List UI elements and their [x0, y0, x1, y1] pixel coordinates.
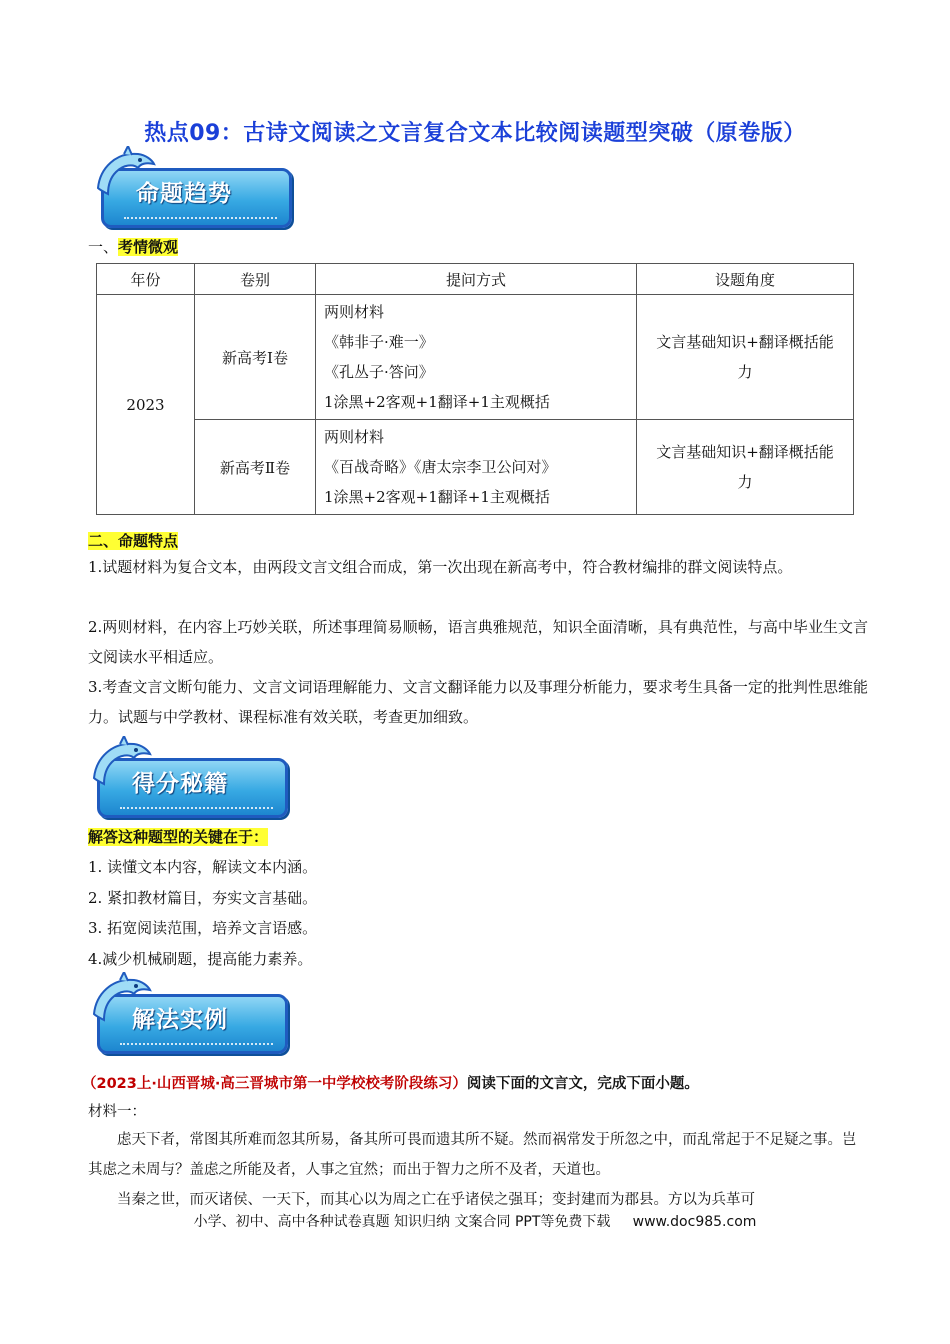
banner-label: 解法实例: [132, 1007, 228, 1033]
question-cell: [316, 420, 637, 515]
table-header: 卷别: [195, 264, 316, 295]
feature-point: 1.试题材料为复合文本，由两段文言文组合而成，第一次出现在新高考中，符合教材编排的群文阅读特点。: [88, 558, 793, 576]
question-line: 1涂黑+2客观+1翻译+1主观概括: [324, 393, 550, 411]
angle-cell: 文言基础知识+翻译概括能力: [637, 420, 854, 515]
question-line: 《孔丛子·答问》: [324, 363, 434, 381]
exam-table: [96, 263, 854, 515]
footer-url[interactable]: www.doc985.com: [632, 1214, 757, 1230]
material-paragraph: 当秦之世，而灭诸侯、一天下，而其心以为周之亡在乎诸侯之强耳；变封建而为郡县。方以为兵革可: [117, 1192, 755, 1208]
tips-title: 解答这种题型的关键在于：: [88, 828, 269, 846]
feature-point: 3.考查文言文断句能力、文言文词语理解能力、文言文翻译能力以及事理分析能力，要求考生具备一定的批判性思维能力。试题与中学教材、课程标准有效关联，考查更加细致。: [88, 678, 868, 726]
table-header-row: [97, 264, 854, 295]
section1-heading: [88, 236, 178, 257]
section2-title: 二、命题特点: [88, 532, 179, 550]
tip-item: 1. 读懂文本内容，解读文本内涵。: [88, 858, 318, 876]
tip-item: 3. 拓宽阅读范围，培养文言语感。: [88, 919, 318, 937]
tip-item: 4.减少机械刷题，提高能力素养。: [88, 950, 313, 968]
section2-heading: [88, 530, 178, 551]
table-row: [97, 295, 854, 420]
page-footer: [0, 1211, 950, 1231]
banner-examples: [92, 976, 292, 1056]
banner-label: 命题趋势: [136, 181, 232, 207]
example-instruction: 阅读下面的文言文，完成下面小题。: [466, 1076, 699, 1092]
question-line: 两则材料: [324, 303, 385, 321]
question-line: 两则材料: [324, 428, 385, 446]
table-row: [97, 420, 854, 515]
banner-tips: [92, 740, 292, 820]
question-cell: [316, 295, 637, 420]
feature-point: 2.两则材料，在内容上巧妙关联，所述事理简易顺畅，语言典雅规范，知识全面清晰，具有典范性，与高中毕业生文言文阅读水平相适应。: [88, 618, 868, 666]
example-source: （2023上·山西晋城·高三晋城市第一中学校校考阶段练习）: [82, 1076, 467, 1092]
tips-heading: [88, 826, 268, 847]
banner-trend: [96, 150, 296, 230]
example-heading: [82, 1072, 699, 1093]
footer-text: 小学、初中、高中各种试卷真题 知识归纳 文案合同 PPT等免费下载: [193, 1214, 611, 1230]
paper-cell: 新高考Ⅱ卷: [195, 420, 316, 515]
question-line: 《韩非子·难一》: [324, 333, 434, 351]
question-line: 《百战奇略》《唐太宗李卫公问对》: [324, 458, 557, 476]
section1-prefix: 一、: [88, 238, 119, 256]
tip-item: 2. 紧扣教材篇目，夯实文言基础。: [88, 889, 318, 907]
banner-label: 得分秘籍: [132, 771, 228, 797]
section1-title: 考情微观: [118, 238, 179, 256]
table-header: 年份: [97, 264, 195, 295]
question-line: 1涂黑+2客观+1翻译+1主观概括: [324, 488, 550, 506]
paper-cell: 新高考Ⅰ卷: [195, 295, 316, 420]
material-paragraph: 虑天下者，常图其所难而忽其所易，备其所可畏而遗其所不疑。然而祸常发于所忽之中，而乱常起于不足疑之事。岂其虑之未周与？盖虑之所能及者，人事之宜然；而出于智力之所不及者，天道也。: [88, 1132, 857, 1178]
table-header: 提问方式: [316, 264, 637, 295]
table-header: 设题角度: [637, 264, 854, 295]
angle-cell: 文言基础知识+翻译概括能力: [637, 295, 854, 420]
year-cell: 2023: [97, 295, 195, 515]
page-title: 热点09：古诗文阅读之文言复合文本比较阅读题型突破（原卷版）: [144, 121, 806, 146]
material-label: 材料一：: [88, 1104, 146, 1120]
